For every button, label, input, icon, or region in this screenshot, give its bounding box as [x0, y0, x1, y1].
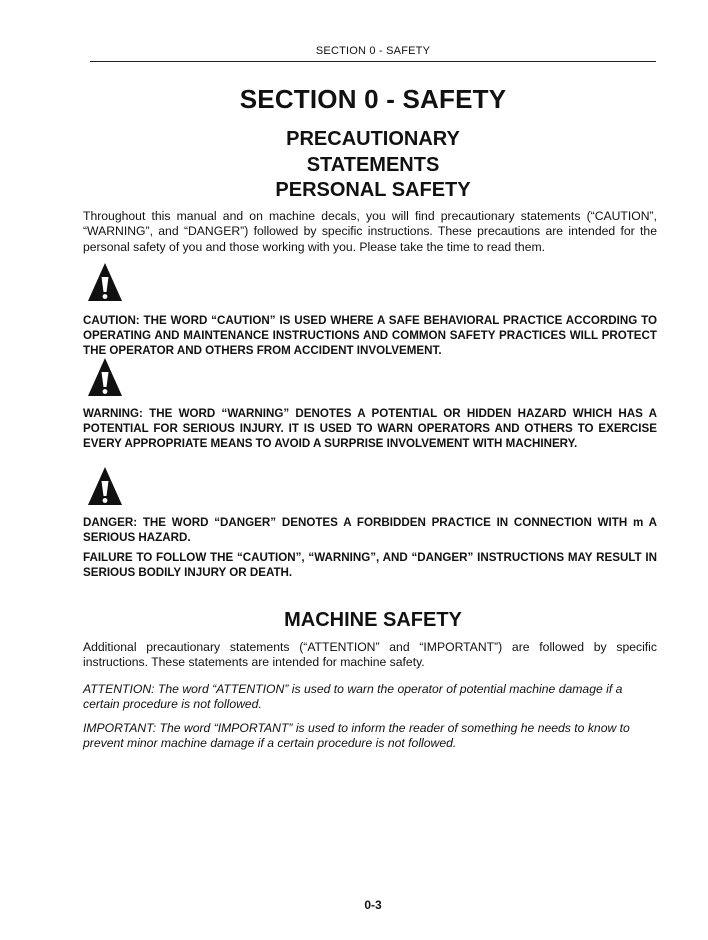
warning-statement: WARNING: THE WORD “WARNING” DENOTES A POTENTIAL OR HIDDEN HAZARD WHICH HAS A POTENTIAL FOR SERIOUS INJURY. IT IS USED TO WARN OPERATORS AND OTHERS TO EXERCISE EVERY APPROPRIATE MEANS TO AVOID A SURPRISE INVOLVEMENT WITH MACHINERY. — [83, 407, 657, 450]
warning-triangle-icon — [87, 466, 123, 506]
warning-triangle-icon — [87, 262, 123, 302]
header-rule — [90, 61, 656, 62]
subtitle-personal-safety: PERSONAL SAFETY — [275, 179, 471, 201]
subtitle-statements: STATEMENTS — [306, 154, 440, 176]
page-number: 0-3 — [364, 898, 382, 912]
attention-statement: ATTENTION: The word “ATTENTION” is used to warn the operator of potential machine damage if a certain procedure is not followed. — [83, 682, 623, 712]
machine-safety-intro: Additional precautionary statements (“ATTENTION” and “IMPORTANT”) are followed by specific instructions. These statements are intended for machine safety. — [83, 640, 657, 670]
caution-statement: CAUTION: THE WORD “CAUTION” IS USED WHERE A SAFE BEHAVIORAL PRACTICE ACCORDING TO OPERATING AND MAINTENANCE INSTRUCTIONS AND COMMON SAFETY PRACTICES WILL PROTECT THE OPERATOR AND OTHERS FROM ACCIDENT INVOLVEMENT. — [83, 314, 657, 357]
warning-triangle-icon — [87, 357, 123, 397]
danger-statement: DANGER: THE WORD “DANGER” DENOTES A FORBIDDEN PRACTICE IN CONNECTION WITH m A SERIOUS HAZARD. — [83, 516, 657, 544]
important-statement: IMPORTANT: The word “IMPORTANT” is used to inform the reader of something he needs to know to prevent minor machine damage if a certain procedure is not followed. — [83, 721, 630, 751]
intro-paragraph: Throughout this manual and on machine decals, you will find precautionary statements (“CAUTION”, “WARNING”, and “DANGER”) followed by specific instructions. These precautions are intended for the personal safety of you and those working with you. Please take the time to read them. — [83, 209, 657, 254]
running-header: SECTION 0 - SAFETY — [315, 45, 431, 57]
section-title: SECTION 0 - SAFETY — [239, 84, 507, 114]
failure-statement: FAILURE TO FOLLOW THE “CAUTION”, “WARNING”, AND “DANGER” INSTRUCTIONS MAY RESULT IN SERIOUS BODILY INJURY OR DEATH. — [83, 551, 657, 579]
machine-safety-heading: MACHINE SAFETY — [284, 609, 462, 631]
subtitle-precautionary: PRECAUTIONARY — [286, 128, 460, 150]
